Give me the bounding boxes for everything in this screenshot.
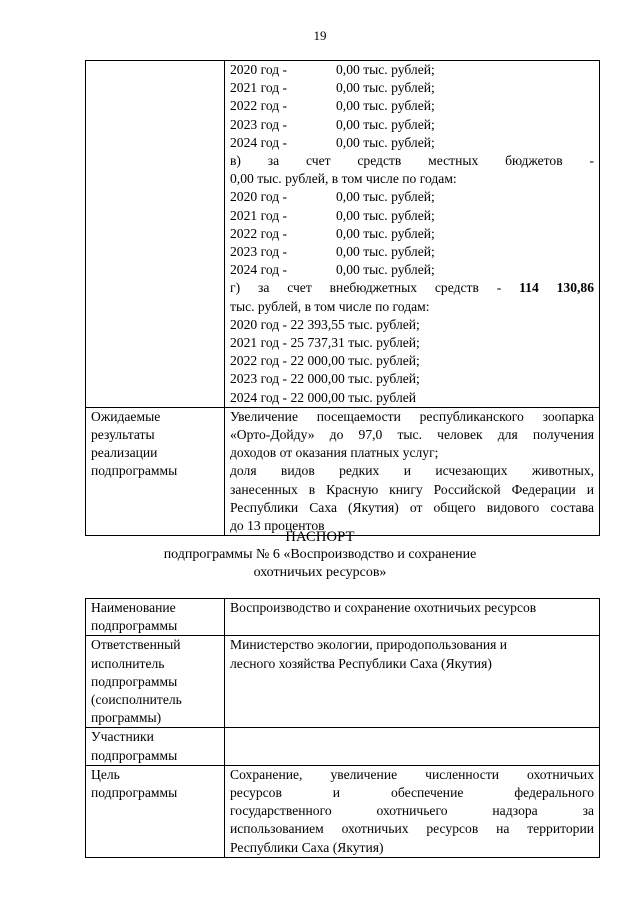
- group-v-subheading: 0,00 тыс. рублей, в том числе по годам:: [230, 171, 457, 187]
- page-number: 19: [313, 28, 327, 43]
- expected-results-row: [86, 407, 600, 535]
- year-line: 2024 год - 22 000,00 тыс. рублей: [230, 389, 417, 405]
- funding-row-label: [86, 61, 225, 408]
- table-row: [86, 599, 600, 636]
- row-value: Воспроизводство и сохранение охотничьих ресурсов: [225, 599, 600, 636]
- group-g-total: 114 130,86: [519, 280, 594, 296]
- passport-subtitle-line2: охотничьих ресурсов»: [253, 565, 387, 580]
- row-value: Сохранение, увеличение численности охотничьих ресурсов и обеспечение федерального государственного охотничьего надзора за использованием охотничьих ресурсов на территории Республики Саха (Якутия): [225, 765, 600, 857]
- funding-row-value: [225, 61, 600, 408]
- group-b-years: [230, 61, 594, 152]
- year-line: 2023 год - 0,00 тыс. рублей;: [230, 116, 435, 132]
- row-label: Участники подпрограммы: [86, 728, 225, 765]
- year-line: 2021 год - 0,00 тыс. рублей;: [230, 207, 435, 223]
- table-row: [86, 728, 600, 765]
- year-line: 2024 год - 0,00 тыс. рублей;: [230, 262, 435, 278]
- year-line: 2021 год - 0,00 тыс. рублей;: [230, 80, 435, 96]
- year-line: 2023 год - 22 000,00 тыс. рублей;: [230, 371, 420, 387]
- funding-row: [86, 61, 600, 408]
- passport-subtitle-line1: подпрограммы № 6 «Воспроизводство и сохранение: [163, 547, 477, 562]
- year-line: 2022 год - 0,00 тыс. рублей;: [230, 225, 435, 241]
- table-row: [86, 636, 600, 728]
- group-g-subheading: тыс. рублей, в том числе по годам:: [230, 298, 430, 314]
- year-line: 2022 год - 22 000,00 тыс. рублей;: [230, 353, 420, 369]
- group-g-heading: г) за счет внебюджетных средств - 114 130,86: [230, 280, 594, 296]
- year-line: 2020 год - 0,00 тыс. рублей;: [230, 62, 435, 77]
- expected-results-value: Увеличение посещаемости республиканского зоопарка «Орто-Дойду» до 97,0 тыс. человек для получения доходов от оказания платных услуг; доля видов редких и исчезающих животных, занесенных в Красную книгу Российской Федерации и Республики Саха (Якутия) от общего видового состава до 13 процентов: [225, 407, 600, 535]
- table-row: [86, 765, 600, 857]
- year-line: 2020 год - 22 393,55 тыс. рублей;: [230, 316, 420, 332]
- group-v-years: [230, 188, 594, 279]
- group-g-years: [230, 316, 594, 407]
- year-line: 2020 год - 0,00 тыс. рублей;: [230, 189, 435, 205]
- passport-title: ПАСПОРТ: [285, 529, 355, 545]
- row-value: [225, 728, 600, 765]
- row-label: Цель подпрограммы: [86, 765, 225, 857]
- expected-results-label: Ожидаемые результаты реализации подпрограммы: [86, 407, 225, 535]
- passport-heading: [0, 528, 640, 582]
- passport-table: [85, 598, 600, 858]
- funding-table: [85, 60, 600, 536]
- row-label: Наименование подпрограммы: [86, 599, 225, 636]
- year-line: 2024 год - 0,00 тыс. рублей;: [230, 134, 435, 150]
- year-line: 2021 год - 25 737,31 тыс. рублей;: [230, 335, 420, 351]
- year-line: 2022 год - 0,00 тыс. рублей;: [230, 98, 435, 114]
- year-line: 2023 год - 0,00 тыс. рублей;: [230, 244, 435, 260]
- row-label: Ответственный исполнитель подпрограммы (соисполнитель программы): [86, 636, 225, 728]
- row-value: Министерство экологии, природопользования и лесного хозяйства Республики Саха (Якутия): [225, 636, 600, 728]
- group-v-heading: в) за счет средств местных бюджетов -: [230, 153, 594, 169]
